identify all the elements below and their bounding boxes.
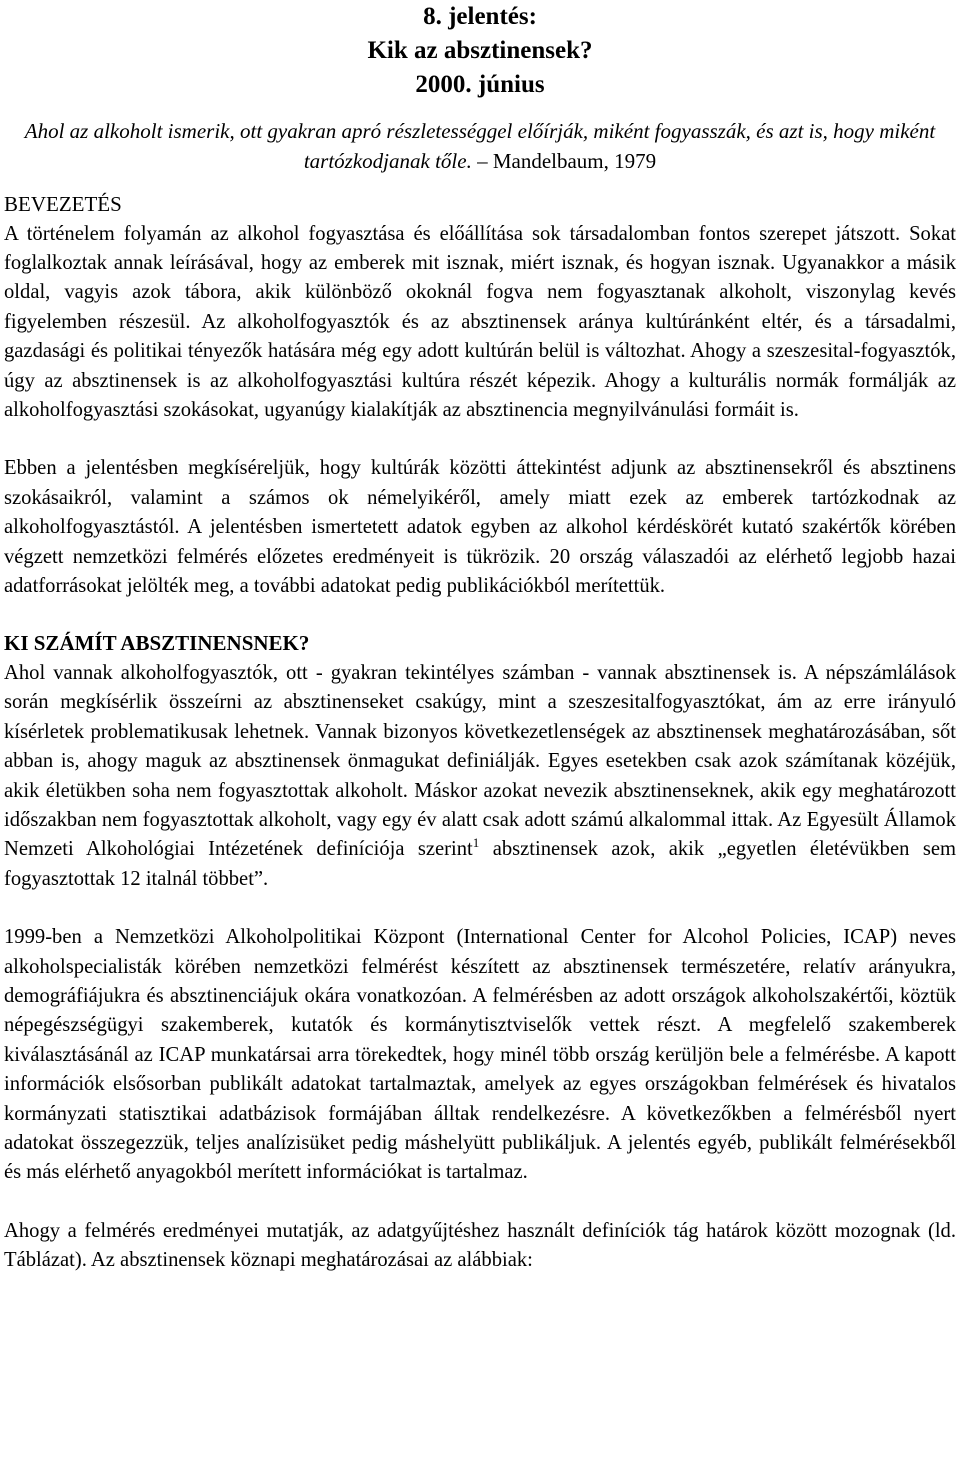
intro-section: [0, 190, 960, 601]
intro-heading: BEVEZETÉS: [4, 192, 122, 216]
who-section: [0, 629, 960, 1275]
who-paragraph-1: [4, 659, 956, 894]
who-heading: KI SZÁMÍT ABSZTINENSNEK?: [4, 631, 310, 656]
report-header: [0, 0, 960, 102]
epigraph: [0, 116, 960, 176]
paragraph-gap: [4, 425, 956, 454]
epigraph-dash: –: [477, 149, 488, 173]
paragraph-gap: [4, 894, 956, 923]
report-number: 8. jelentés:: [423, 3, 537, 30]
who-paragraph-2: 1999-ben a Nemzetközi Alkoholpolitikai Központ (International Center for Alcohol Policies, ICAP) neves alkoholspecialisták körében nemzetközi felmérést készített az absztinensek természetére, relatív arányukra, demográfiájukra és absztinenciájuk okára vonatkozóan. A felmérésben az adott országok alkoholszakértői, köztük népegészségügyi szakemberek, kutatók és kormánytisztviselők vettek részt. A megfelelő szakemberek kiválasztásánál az ICAP munkatársai arra törekedtek, hogy minél több ország kerüljön bele a felmérésbe. A kapott információk elsősorban publikált adatokat tartalmaztak, amelyek az egyes országokban felmérések és hivatalos kormányzati statisztikai adatbázisok formájában álltak rendelkezésre. A következőkben a felmérésből nyert adatokat összegezzük, teljes analízisüket pedig máshelyütt publikáljuk. A jelentés egyéb, publikált felmérésekből és más elérhető anyagokból merített információkat is tartalmaz.: [4, 926, 956, 1184]
paragraph-gap: [4, 1188, 956, 1217]
intro-paragraph-2: Ebben a jelentésben megkíséreljük, hogy kultúrák közötti áttekintést adjunk az absztinensekről és absztinens szokásaikról, valamint a számos ok némelyikéről, amely miatt ezek az emberek tartózkodnak az alkoholfogyasztástól. A jelentésben ismertetett adatok egyben az alkohol kérdéskörét kutató szakértők körében végzett nemzetközi felmérés előzetes eredményeit is tükrözik. 20 ország válaszadói az elérhető legjobb hazai adatforrásokat jelölték meg, a további adatokat pedig publikációkból merítettük.: [4, 457, 956, 597]
epigraph-attribution: Mandelbaum, 1979: [487, 149, 657, 173]
who-paragraph-1-text: Ahol vannak alkoholfogyasztók, ott - gyakran tekintélyes számban - vannak absztinensek is. A népszámlálások során megkísérlik összeírni az absztinenseket csakúgy, mint a szeszesitalfogyasztókat, ám az erre irányuló kísérletek problematikusak lehetnek. Vannak bizonyos következetlenségek az absztinensek meghatározásában, sőt abban is, ahogy maguk az absztinensek önmagukat definiálják. Egyes esetekben csak azok számítanak közéjük, akik életükben soha nem fogyasztottak alkoholt. Máskor azokat nevezik absztinenseknek, akik egy meghatározott időszakban nem fogyasztottak alkoholt, vagy egy év alatt csak adott számú alkalommal ittak. Az Egyesült Államok Nemzeti Alkohológiai Intézetének definíciója szerint: [4, 661, 956, 861]
report-date: 2000. június: [415, 71, 545, 98]
footnote-marker[interactable]: 1: [472, 835, 480, 851]
report-title: Kik az absztinensek?: [367, 37, 593, 64]
intro-paragraph-1: A történelem folyamán az alkohol fogyasztása és előállítása sok társadalomban fontos szerepet játszott. Sokat foglalkoztak annak leírásával, hogy az emberek mit isznak, miért isznak, és hogyan isznak. Ugyanakkor a másik oldal, vagyis azok tábora, akik különböző okoknál fogva nem fogyasztanak alkoholt, viszonylag kevés figyelemben részesül. Az alkoholfogyasztók és az absztinensek aránya kultúránként eltér, és a társadalmi, gazdasági és politikai tényezők hatására még egy adott kultúrán belül is változhat. Ahogy a szeszesital-fogyasztók, úgy az absztinensek is az alkoholfogyasztási kultúra részét képezik. Ahogy a kulturális normák formálják az alkoholfogyasztási szokásokat, ugyanúgy kialakítják az absztinencia megnyilvánulási formáit is.: [4, 222, 956, 421]
who-paragraph-1-tail: absztinensek azok, akik „egyetlen életévükben sem fogyasztottak 12 italnál többet”.: [4, 838, 956, 890]
who-paragraph-3: Ahogy a felmérés eredményei mutatják, az adatgyűjtéshez használt definíciók tág határok között mozognak (ld. Táblázat). Az absztinensek köznapi meghatározásai az alábbiak:: [4, 1219, 956, 1272]
epigraph-quote: Ahol az alkoholt ismerik, ott gyakran apró részletességgel előírják, miként fogyasszák, és azt is, hogy miként tartózkodjanak tőle.: [24, 119, 936, 173]
